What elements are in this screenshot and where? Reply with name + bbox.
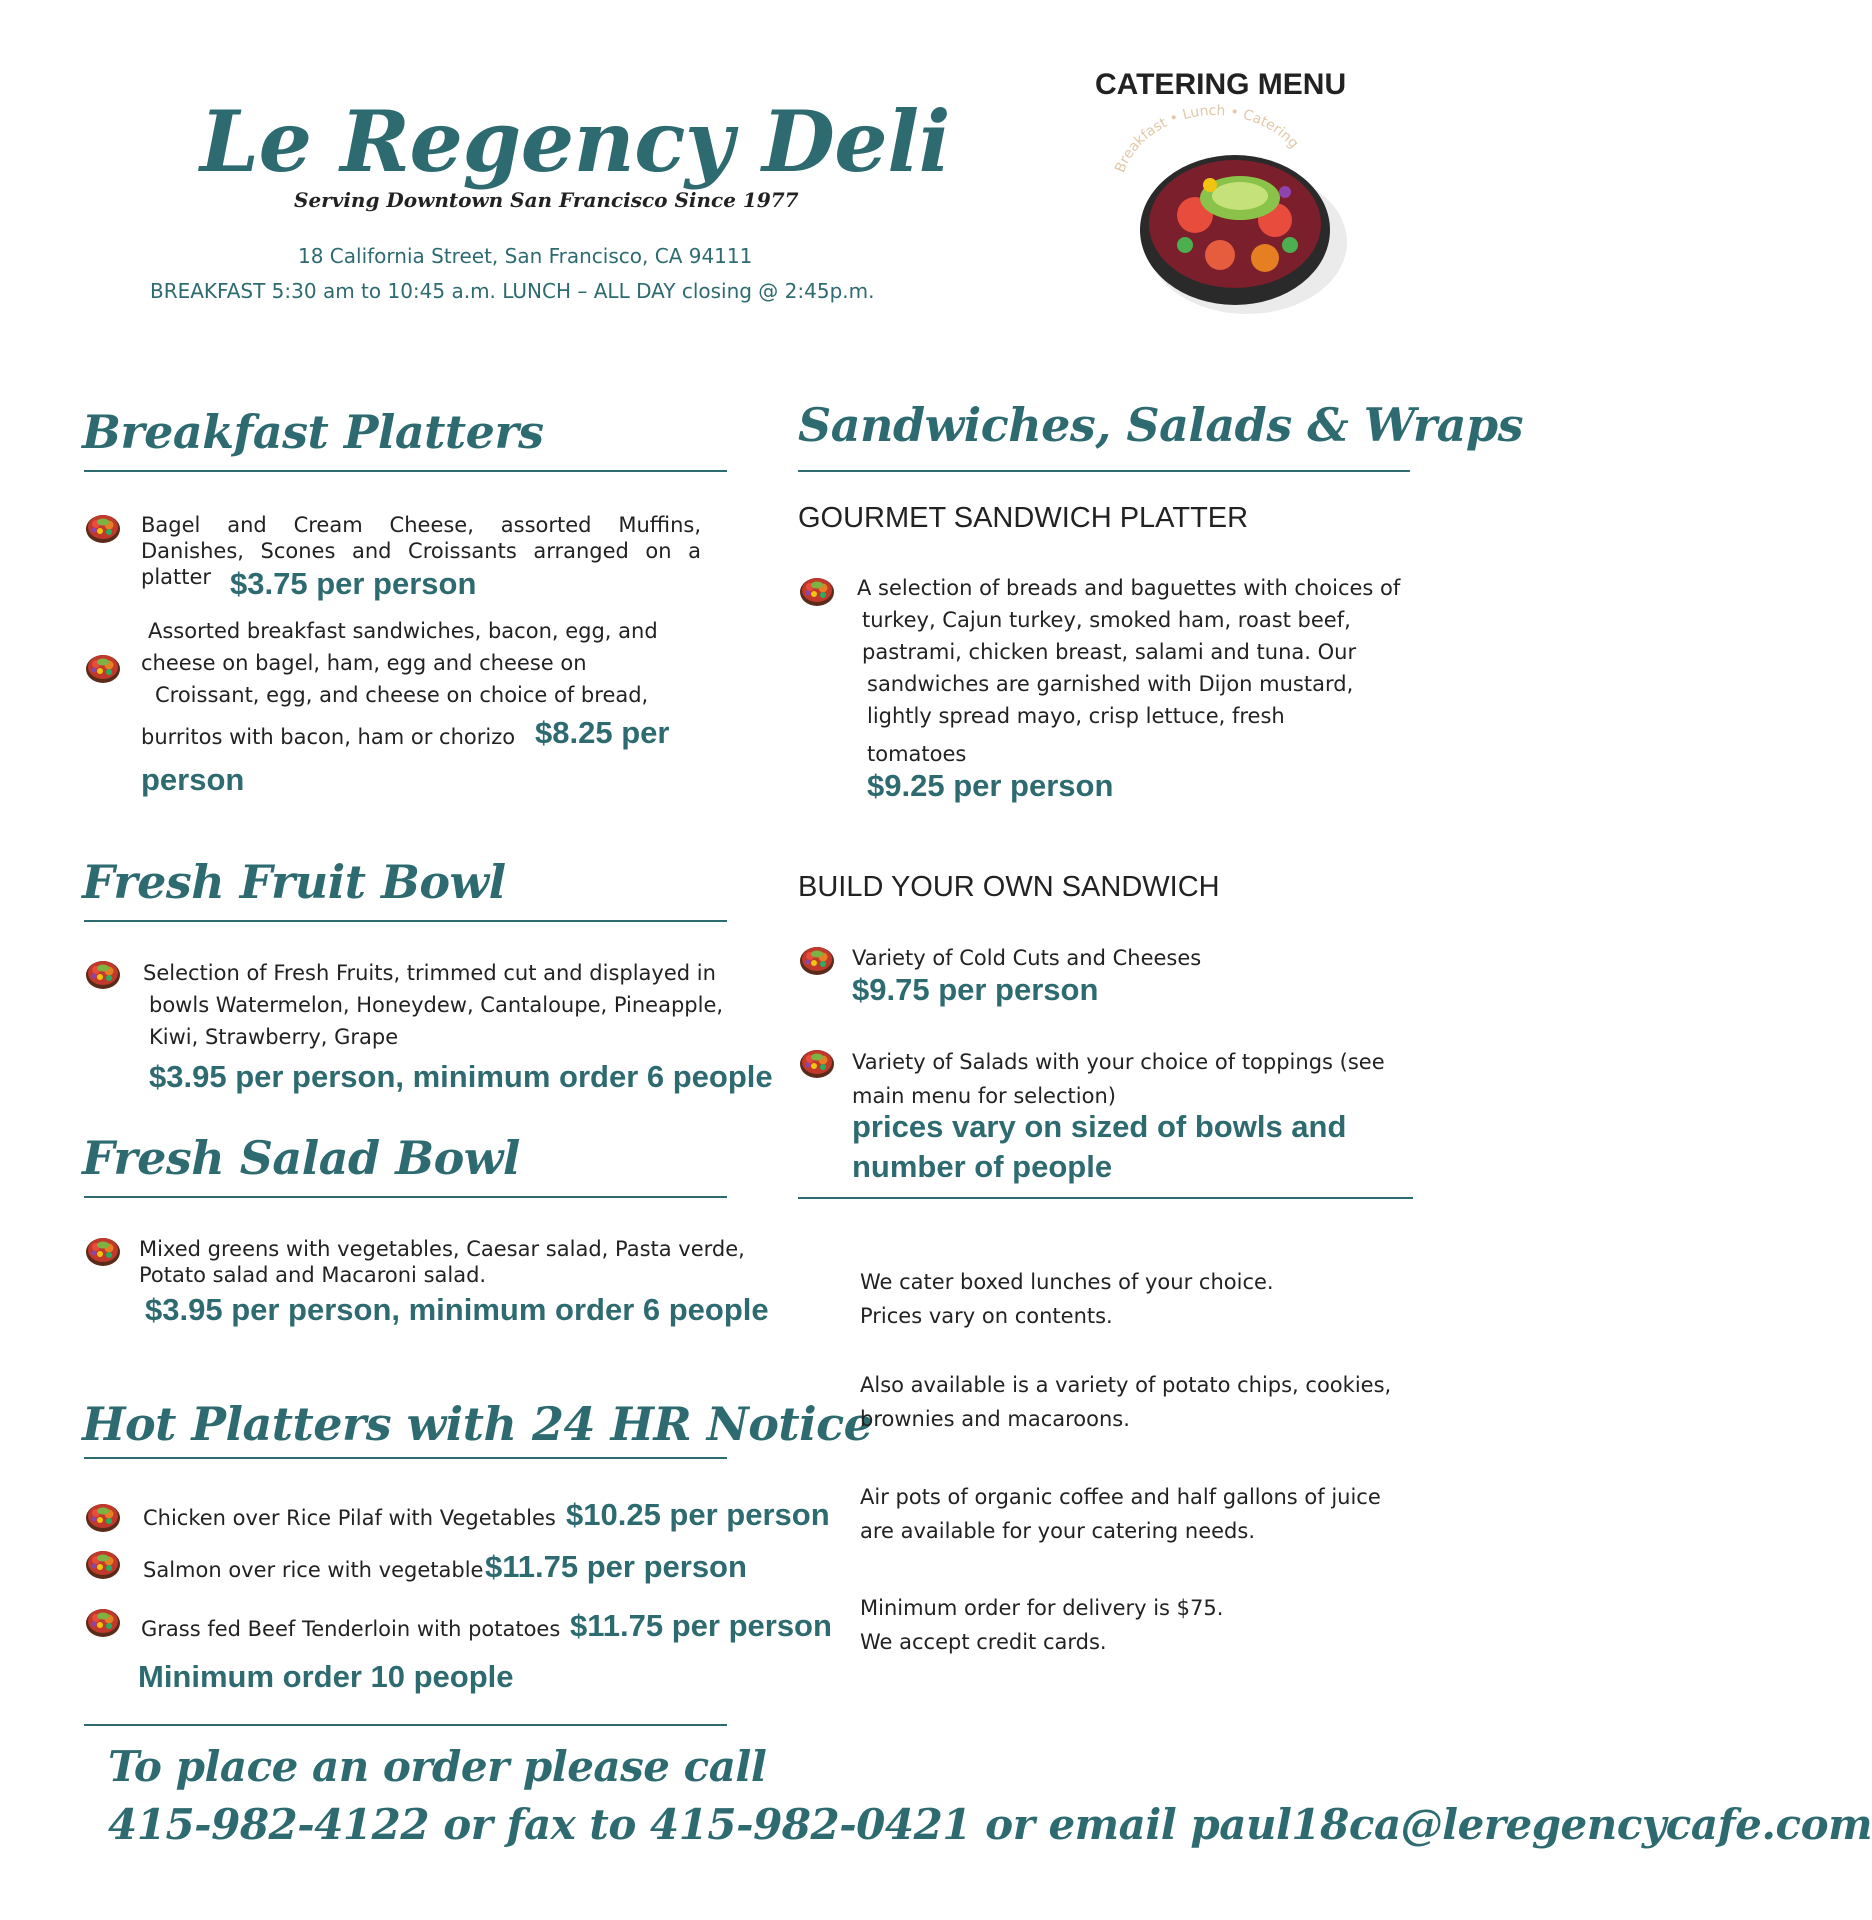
gourmet-line-3: pastrami, chicken breast, salami and tuna. Our bbox=[862, 640, 1357, 664]
build-item-1-price: $9.75 per person bbox=[852, 972, 1099, 1007]
gourmet-line-4: sandwiches are garnished with Dijon mustard, bbox=[867, 672, 1354, 696]
salad-bullet-icon bbox=[84, 1234, 122, 1268]
salad-bullet-icon bbox=[798, 1046, 836, 1080]
section-title-breakfast: Breakfast Platters bbox=[82, 405, 544, 459]
fruit-line-1: Selection of Fresh Fruits, trimmed cut and displayed in bbox=[143, 961, 716, 985]
divider bbox=[84, 1457, 727, 1459]
hot-item-1-price: $10.25 per person bbox=[566, 1497, 830, 1532]
hot-item-3-price: $11.75 per person bbox=[570, 1608, 832, 1643]
catering-menu-title: CATERING MENU bbox=[1095, 68, 1347, 101]
salad-bullet-icon bbox=[798, 943, 836, 977]
gourmet-heading: GOURMET SANDWICH PLATTER bbox=[798, 502, 1249, 534]
breakfast-item-2-line-4: burritos with bacon, ham or chorizo bbox=[141, 725, 516, 749]
note-boxed-lunch-2: Prices vary on contents. bbox=[860, 1304, 1113, 1328]
build-item-2-price-line-1: prices vary on sized of bowls and bbox=[852, 1109, 1347, 1144]
note-coffee-1: Air pots of organic coffee and half gallons of juice bbox=[860, 1485, 1381, 1509]
fruit-line-3: Kiwi, Strawberry, Grape bbox=[149, 1025, 399, 1049]
fruit-line-2: bowls Watermelon, Honeydew, Cantaloupe, Pineapple, bbox=[149, 993, 724, 1017]
build-heading: BUILD YOUR OWN SANDWICH bbox=[798, 871, 1220, 903]
breakfast-item-2-line-1: Assorted breakfast sandwiches, bacon, egg, and bbox=[148, 619, 658, 643]
divider bbox=[798, 470, 1410, 472]
build-item-2-line-2: main menu for selection) bbox=[852, 1084, 1116, 1108]
salad-bullet-icon bbox=[84, 1605, 122, 1639]
salad-bullet-icon bbox=[84, 511, 122, 545]
salad-bullet-icon bbox=[84, 651, 122, 685]
salad-bowl-photo bbox=[1125, 120, 1355, 325]
salad-bullet-icon bbox=[798, 574, 836, 608]
hot-item-2-text: Salmon over rice with vegetable bbox=[143, 1558, 484, 1582]
gourmet-line-1: A selection of breads and baguettes with choices of bbox=[857, 576, 1401, 600]
build-item-1-text: Variety of Cold Cuts and Cheeses bbox=[852, 946, 1202, 970]
gourmet-line-5: lightly spread mayo, crisp lettuce, fresh bbox=[867, 704, 1285, 728]
breakfast-item-1-text: Bagel and Cream Cheese, assorted Muffins, Danishes, Scones and Croissants arranged on a platter bbox=[141, 513, 701, 589]
salad-bullet-icon bbox=[84, 1500, 122, 1534]
note-boxed-lunch-1: We cater boxed lunches of your choice. bbox=[860, 1270, 1274, 1294]
salad-line-1: Mixed greens with vegetables, Caesar salad, Pasta verde, bbox=[139, 1237, 745, 1261]
breakfast-item-2-line-3: Croissant, egg, and cheese on choice of bread, bbox=[155, 683, 649, 707]
fruit-price: $3.95 per person, minimum order 6 people bbox=[149, 1059, 773, 1094]
hot-item-2-price: $11.75 per person bbox=[485, 1549, 747, 1584]
order-contact-line: 415-982-4122 or fax to 415-982-0421 or email paul18ca@leregencycafe.com bbox=[108, 1800, 1872, 1849]
hours: BREAKFAST 5:30 am to 10:45 a.m. LUNCH – ALL DAY closing @ 2:45p.m. bbox=[150, 279, 875, 303]
salad-bullet-icon bbox=[84, 1547, 122, 1581]
divider bbox=[84, 920, 727, 922]
salad-price: $3.95 per person, minimum order 6 people bbox=[145, 1292, 769, 1327]
hot-minimum: Minimum order 10 people bbox=[138, 1659, 514, 1694]
brand-name: Le Regency Deli bbox=[200, 92, 951, 191]
order-call-line: To place an order please call bbox=[108, 1742, 767, 1791]
build-item-2-price-line-2: number of people bbox=[852, 1149, 1113, 1184]
note-delivery-1: Minimum order for delivery is $75. bbox=[860, 1596, 1224, 1620]
section-title-salad: Fresh Salad Bowl bbox=[82, 1131, 520, 1185]
gourmet-line-6: tomatoes bbox=[867, 742, 967, 766]
note-extras-2: brownies and macaroons. bbox=[860, 1407, 1130, 1431]
breakfast-item-2-price: $8.25 per bbox=[535, 715, 670, 750]
note-extras-1: Also available is a variety of potato chips, cookies, bbox=[860, 1373, 1392, 1397]
section-title-hot: Hot Platters with 24 HR Notice bbox=[82, 1397, 873, 1451]
note-coffee-2: are available for your catering needs. bbox=[860, 1519, 1255, 1543]
breakfast-item-2-line-2: cheese on bagel, ham, egg and cheese on bbox=[141, 651, 587, 675]
section-title-sandwiches: Sandwiches, Salads & Wraps bbox=[798, 398, 1523, 452]
breakfast-item-1-price: $3.75 per person bbox=[230, 566, 477, 601]
salad-line-2: Potato salad and Macaroni salad. bbox=[139, 1263, 487, 1287]
note-delivery-2: We accept credit cards. bbox=[860, 1630, 1107, 1654]
section-title-fruit: Fresh Fruit Bowl bbox=[82, 855, 506, 909]
hot-item-3-text: Grass fed Beef Tenderloin with potatoes bbox=[141, 1617, 561, 1641]
salad-bullet-icon bbox=[84, 957, 122, 991]
svg-text:Breakfast • Lunch • Catering: Breakfast • Lunch • Catering bbox=[1112, 102, 1302, 175]
build-item-2-line-1: Variety of Salads with your choice of toppings (see bbox=[852, 1050, 1385, 1074]
gourmet-price: $9.25 per person bbox=[867, 768, 1114, 803]
divider bbox=[84, 1196, 727, 1198]
gourmet-line-2: turkey, Cajun turkey, smoked ham, roast beef, bbox=[862, 608, 1351, 632]
divider bbox=[84, 470, 727, 472]
breakfast-item-2-price-cont: person bbox=[141, 762, 245, 797]
divider bbox=[798, 1197, 1413, 1199]
address: 18 California Street, San Francisco, CA 94111 bbox=[298, 244, 753, 268]
tagline: Serving Downtown San Francisco Since 1977 bbox=[294, 188, 799, 212]
hot-item-1-text: Chicken over Rice Pilaf with Vegetables bbox=[143, 1506, 556, 1530]
divider bbox=[84, 1724, 727, 1726]
